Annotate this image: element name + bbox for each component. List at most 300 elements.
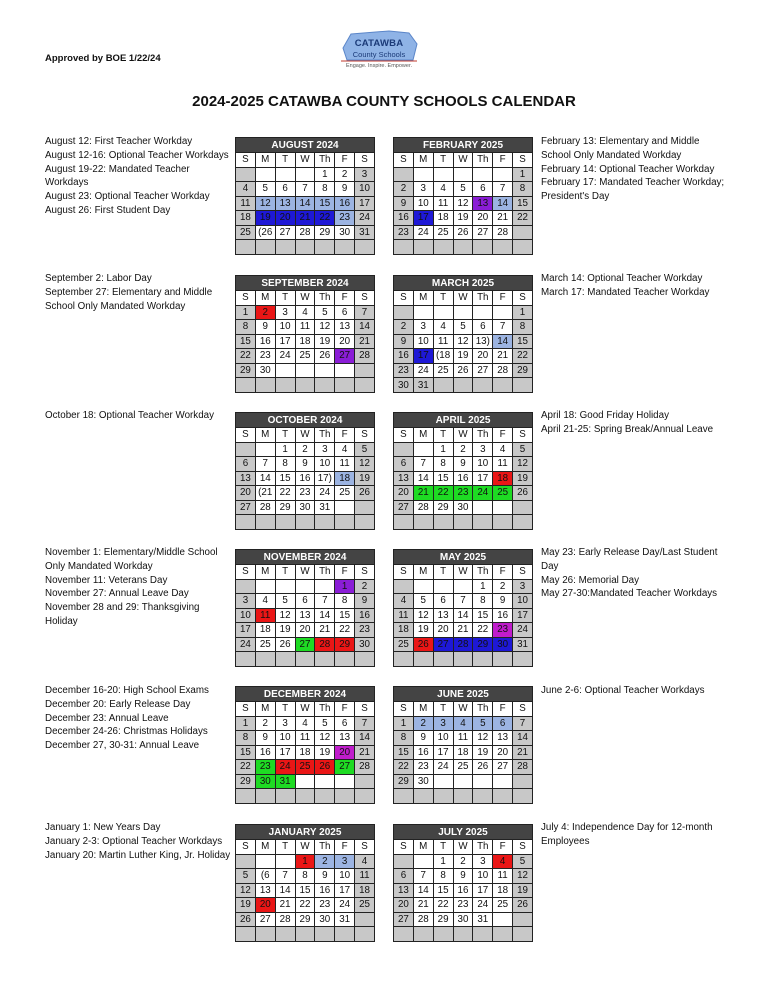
day-cell: 21	[493, 211, 513, 226]
day-cell: 11	[493, 457, 513, 472]
day-cell	[413, 515, 433, 530]
day-cell: 13	[394, 471, 414, 486]
notes-right-3	[541, 546, 731, 601]
month-title: MARCH 2025	[394, 276, 533, 291]
day-cell	[394, 515, 414, 530]
weekday-header: S	[394, 291, 414, 306]
day-cell	[255, 515, 275, 530]
day-cell	[433, 378, 453, 393]
day-cell: 20	[335, 745, 355, 760]
day-cell: 17	[433, 745, 453, 760]
weekday-header: S	[355, 702, 375, 717]
day-cell: 19	[315, 745, 335, 760]
day-cell: 30	[453, 912, 473, 927]
day-cell: 16	[335, 196, 355, 211]
day-cell	[315, 363, 335, 378]
day-cell	[236, 240, 256, 255]
day-cell: 16	[493, 608, 513, 623]
weekday-header: M	[255, 153, 275, 168]
day-cell	[473, 927, 493, 942]
weekday-header: Th	[315, 840, 335, 855]
day-cell: 25	[295, 760, 315, 775]
note-item: January 1: New Years Day	[45, 822, 161, 833]
day-cell	[355, 927, 375, 942]
day-cell: 5	[355, 442, 375, 457]
day-cell: 7	[513, 716, 533, 731]
weekday-header: S	[236, 291, 256, 306]
day-cell: 13	[236, 471, 256, 486]
day-cell: 10	[315, 457, 335, 472]
note-item: November 11: Veterans Day	[45, 574, 168, 586]
day-cell: 14	[453, 608, 473, 623]
day-cell: 22	[295, 898, 315, 913]
day-cell	[473, 515, 493, 530]
day-cell: 28	[295, 225, 315, 240]
day-cell: 27	[433, 637, 453, 652]
weekday-header: S	[513, 565, 533, 580]
day-cell: 16	[453, 883, 473, 898]
weekday-header: Th	[473, 291, 493, 306]
day-cell: 14	[255, 471, 275, 486]
day-cell	[355, 774, 375, 789]
day-cell: 29	[295, 912, 315, 927]
day-cell: 27	[335, 760, 355, 775]
day-cell: 2	[453, 854, 473, 869]
weekday-header: S	[355, 565, 375, 580]
month-calendar	[393, 824, 533, 942]
day-cell: 23	[295, 486, 315, 501]
day-cell: 5	[315, 305, 335, 320]
day-cell: 10	[275, 320, 295, 335]
day-cell: 17	[413, 211, 433, 226]
day-cell	[335, 240, 355, 255]
weekday-header: S	[513, 702, 533, 717]
day-cell: 4	[335, 442, 355, 457]
weekday-header: Th	[473, 702, 493, 717]
day-cell	[236, 854, 256, 869]
day-cell: 11	[394, 608, 414, 623]
day-cell: 31	[413, 378, 433, 393]
day-cell: 9	[453, 869, 473, 884]
day-cell	[295, 167, 315, 182]
day-cell	[335, 927, 355, 942]
day-cell: 1	[394, 716, 414, 731]
day-cell: 22	[433, 898, 453, 913]
day-cell: 3	[473, 854, 493, 869]
note-item: May 26: Memorial Day	[541, 574, 639, 586]
month-calendar	[393, 412, 533, 530]
day-cell: 16	[255, 745, 275, 760]
day-cell: 30	[355, 637, 375, 652]
day-cell: 22	[236, 349, 256, 364]
day-cell: 19	[315, 334, 335, 349]
day-cell: 27	[275, 225, 295, 240]
day-cell: 7	[493, 320, 513, 335]
day-cell: 12	[315, 320, 335, 335]
weekday-header: M	[413, 565, 433, 580]
note-item: October 18: Optional Teacher Workday	[45, 410, 214, 421]
day-cell: 19	[275, 623, 295, 638]
day-cell: 24	[335, 898, 355, 913]
weekday-header: T	[275, 565, 295, 580]
notes-left-5	[45, 821, 231, 862]
month-calendar	[235, 137, 375, 255]
day-cell	[493, 774, 513, 789]
day-cell: 10	[473, 457, 493, 472]
day-cell	[433, 774, 453, 789]
day-cell	[275, 378, 295, 393]
weekday-header: F	[493, 702, 513, 717]
day-cell	[255, 652, 275, 667]
day-cell	[394, 652, 414, 667]
day-cell: 29	[236, 363, 256, 378]
note-item: November 27: Annual Leave Day	[45, 588, 189, 600]
day-cell: 17)	[315, 471, 335, 486]
day-cell: 21	[355, 745, 375, 760]
day-cell	[513, 240, 533, 255]
day-cell	[295, 579, 315, 594]
day-cell: 17	[275, 334, 295, 349]
day-cell: 24	[355, 211, 375, 226]
day-cell: 28	[275, 912, 295, 927]
day-cell	[453, 305, 473, 320]
day-cell: 13	[335, 320, 355, 335]
day-cell	[295, 652, 315, 667]
day-cell: 24	[413, 363, 433, 378]
day-cell	[493, 912, 513, 927]
day-cell: 11	[295, 320, 315, 335]
day-cell: 22	[433, 486, 453, 501]
day-cell: 15	[236, 745, 256, 760]
weekday-header: T	[433, 565, 453, 580]
day-cell	[473, 652, 493, 667]
weekday-header: Th	[473, 153, 493, 168]
day-cell: 6	[394, 869, 414, 884]
day-cell: 15	[295, 883, 315, 898]
day-cell: 23	[335, 211, 355, 226]
weekday-header: Th	[315, 153, 335, 168]
weekday-header: W	[295, 291, 315, 306]
day-cell	[413, 579, 433, 594]
day-cell	[413, 442, 433, 457]
day-cell: 29	[236, 774, 256, 789]
day-cell	[513, 652, 533, 667]
day-cell: 23	[255, 349, 275, 364]
day-cell: 23	[355, 623, 375, 638]
day-cell: 24	[275, 349, 295, 364]
day-cell: 4	[394, 594, 414, 609]
day-cell: 22	[513, 349, 533, 364]
note-item: November 28 and 29: Thanksgiving Holiday	[45, 602, 200, 627]
day-cell: 19	[513, 883, 533, 898]
day-cell: 1	[473, 579, 493, 594]
month-calendar	[235, 549, 375, 667]
day-cell: 8	[513, 320, 533, 335]
day-cell	[394, 579, 414, 594]
day-cell: 3	[513, 579, 533, 594]
day-cell	[275, 927, 295, 942]
day-cell: 9	[315, 869, 335, 884]
day-cell: 4	[295, 305, 315, 320]
day-cell: 28	[355, 760, 375, 775]
day-cell	[255, 442, 275, 457]
day-cell: 6	[394, 457, 414, 472]
day-cell	[453, 652, 473, 667]
day-cell	[255, 789, 275, 804]
day-cell: 24	[315, 486, 335, 501]
month-title: OCTOBER 2024	[236, 413, 375, 428]
day-cell: 30	[413, 774, 433, 789]
day-cell: 15	[335, 608, 355, 623]
weekday-header: M	[255, 565, 275, 580]
note-item: February 17: Mandated Teacher Workday; President's Day	[541, 177, 725, 203]
day-cell: 13	[295, 608, 315, 623]
day-cell: 17	[335, 883, 355, 898]
weekday-header: W	[295, 702, 315, 717]
day-cell	[473, 240, 493, 255]
day-cell: 28	[315, 637, 335, 652]
day-cell	[433, 789, 453, 804]
month-title: JULY 2025	[394, 825, 533, 840]
day-cell: 20	[295, 623, 315, 638]
day-cell: 8	[295, 869, 315, 884]
day-cell: 13	[335, 731, 355, 746]
day-cell: 8	[315, 182, 335, 197]
day-cell: 31	[335, 912, 355, 927]
day-cell	[295, 240, 315, 255]
day-cell: 14	[493, 196, 513, 211]
day-cell: 10	[355, 182, 375, 197]
day-cell: 31	[513, 637, 533, 652]
weekday-header: T	[433, 702, 453, 717]
day-cell: 15	[433, 883, 453, 898]
day-cell	[255, 378, 275, 393]
weekday-header: F	[335, 702, 355, 717]
note-item: January 20: Martin Luther King, Jr. Holiday	[45, 849, 231, 861]
day-cell: 23	[413, 760, 433, 775]
day-cell: 20	[255, 898, 275, 913]
day-cell: 18	[453, 745, 473, 760]
day-cell: 9	[493, 594, 513, 609]
day-cell: 24	[275, 760, 295, 775]
day-cell	[236, 167, 256, 182]
weekday-header: T	[275, 702, 295, 717]
day-cell: 3	[355, 167, 375, 182]
day-cell: 5	[255, 182, 275, 197]
day-cell: 21	[413, 898, 433, 913]
day-cell: 31	[473, 912, 493, 927]
weekday-header: W	[453, 702, 473, 717]
day-cell: 29	[315, 225, 335, 240]
day-cell: (6	[255, 869, 275, 884]
day-cell	[355, 912, 375, 927]
weekday-header: S	[394, 702, 414, 717]
day-cell: 3	[275, 716, 295, 731]
day-cell: 4	[493, 854, 513, 869]
day-cell: 14	[355, 731, 375, 746]
day-cell: 21	[355, 334, 375, 349]
day-cell	[315, 774, 335, 789]
day-cell	[394, 305, 414, 320]
day-cell: 28	[513, 760, 533, 775]
day-cell	[255, 854, 275, 869]
note-item: November 1: Elementary/Middle School Only Mandated Workday	[45, 547, 218, 572]
day-cell: 20	[394, 486, 414, 501]
day-cell	[453, 789, 473, 804]
note-item: August 23: Optional Teacher Workday	[45, 191, 210, 203]
day-cell	[513, 515, 533, 530]
day-cell: 10	[513, 594, 533, 609]
day-cell: 28	[493, 363, 513, 378]
day-cell: 9	[295, 457, 315, 472]
day-cell: 14	[493, 334, 513, 349]
day-cell: 7	[275, 869, 295, 884]
day-cell: 2	[394, 320, 414, 335]
day-cell: 20	[473, 211, 493, 226]
day-cell: 30	[394, 378, 414, 393]
notes-right-5	[541, 821, 731, 849]
weekday-header: T	[433, 428, 453, 443]
day-cell: 15	[394, 745, 414, 760]
weekday-header: W	[295, 840, 315, 855]
day-cell: 9	[255, 320, 275, 335]
day-cell: 18	[394, 623, 414, 638]
day-cell: 17	[473, 471, 493, 486]
day-cell	[315, 579, 335, 594]
day-cell: 22	[275, 486, 295, 501]
day-cell: 3	[236, 594, 256, 609]
day-cell: 30	[335, 225, 355, 240]
day-cell	[355, 240, 375, 255]
day-cell	[433, 167, 453, 182]
day-cell: 8	[513, 182, 533, 197]
day-cell: 2	[295, 442, 315, 457]
day-cell	[493, 789, 513, 804]
note-item: August 12-16: Optional Teacher Workdays	[45, 149, 229, 161]
day-cell: 22	[236, 760, 256, 775]
day-cell: 4	[453, 716, 473, 731]
day-cell	[236, 515, 256, 530]
day-cell: 3	[315, 442, 335, 457]
note-item: September 2: Labor Day	[45, 273, 152, 284]
day-cell: 5	[453, 320, 473, 335]
month-calendar	[393, 137, 533, 255]
notes-left-3	[45, 546, 231, 629]
weekday-header: T	[433, 153, 453, 168]
day-cell: 14	[413, 471, 433, 486]
day-cell	[394, 854, 414, 869]
day-cell: 4	[433, 182, 453, 197]
day-cell: 11	[493, 869, 513, 884]
day-cell: 28	[413, 912, 433, 927]
day-cell	[473, 305, 493, 320]
day-cell: 2	[255, 716, 275, 731]
day-cell: 25	[433, 225, 453, 240]
weekday-header: W	[453, 428, 473, 443]
day-cell: 22	[335, 623, 355, 638]
month-calendar	[235, 686, 375, 804]
day-cell: 30	[315, 912, 335, 927]
notes-left-1	[45, 272, 231, 313]
day-cell: 3	[473, 442, 493, 457]
notes-left-0	[45, 135, 231, 218]
district-logo: CATAWBA County Schools Engage. Inspire. Empower.	[337, 30, 421, 76]
day-cell	[513, 789, 533, 804]
day-cell	[335, 789, 355, 804]
day-cell: 20	[473, 349, 493, 364]
day-cell	[394, 240, 414, 255]
page-title: 2024-2025 CATAWBA COUNTY SCHOOLS CALENDAR	[192, 93, 576, 110]
day-cell: 10	[473, 869, 493, 884]
day-cell: 26	[236, 912, 256, 927]
day-cell: 6	[275, 182, 295, 197]
day-cell	[493, 167, 513, 182]
day-cell: 14	[275, 883, 295, 898]
weekday-header: F	[335, 565, 355, 580]
day-cell	[513, 500, 533, 515]
day-cell: 4	[255, 594, 275, 609]
day-cell: 7	[315, 594, 335, 609]
day-cell: 25	[255, 637, 275, 652]
day-cell: 16	[295, 471, 315, 486]
day-cell: 6	[473, 182, 493, 197]
day-cell: 4	[355, 854, 375, 869]
day-cell: 20	[236, 486, 256, 501]
day-cell	[433, 515, 453, 530]
day-cell	[433, 240, 453, 255]
day-cell	[335, 378, 355, 393]
month-title: AUGUST 2024	[236, 138, 375, 153]
day-cell: 13	[433, 608, 453, 623]
day-cell: 22	[394, 760, 414, 775]
approved-date: Approved by BOE 1/22/24	[45, 53, 161, 64]
day-cell	[473, 378, 493, 393]
day-cell: 15	[473, 608, 493, 623]
weekday-header: S	[236, 428, 256, 443]
weekday-header: W	[295, 153, 315, 168]
day-cell: 24	[433, 760, 453, 775]
day-cell	[335, 774, 355, 789]
day-cell: 30	[295, 500, 315, 515]
day-cell: 16	[255, 334, 275, 349]
day-cell	[493, 652, 513, 667]
day-cell	[295, 515, 315, 530]
day-cell	[513, 225, 533, 240]
day-cell	[275, 652, 295, 667]
day-cell: 25	[335, 486, 355, 501]
weekday-header: M	[255, 291, 275, 306]
day-cell: 19	[355, 471, 375, 486]
day-cell: 5	[236, 869, 256, 884]
weekday-header: S	[394, 153, 414, 168]
day-cell: 23	[255, 760, 275, 775]
day-cell: 29	[513, 363, 533, 378]
note-item: August 26: First Student Day	[45, 204, 171, 216]
notes-left-4	[45, 684, 231, 753]
day-cell: 21	[413, 486, 433, 501]
day-cell: (18	[433, 349, 453, 364]
day-cell: 12	[236, 883, 256, 898]
notes-right-1	[541, 272, 731, 300]
day-cell	[473, 774, 493, 789]
day-cell	[236, 579, 256, 594]
day-cell: 1	[236, 716, 256, 731]
day-cell: 17	[355, 196, 375, 211]
day-cell: 7	[413, 457, 433, 472]
day-cell: 9	[394, 196, 414, 211]
day-cell: 26	[275, 637, 295, 652]
day-cell	[413, 652, 433, 667]
